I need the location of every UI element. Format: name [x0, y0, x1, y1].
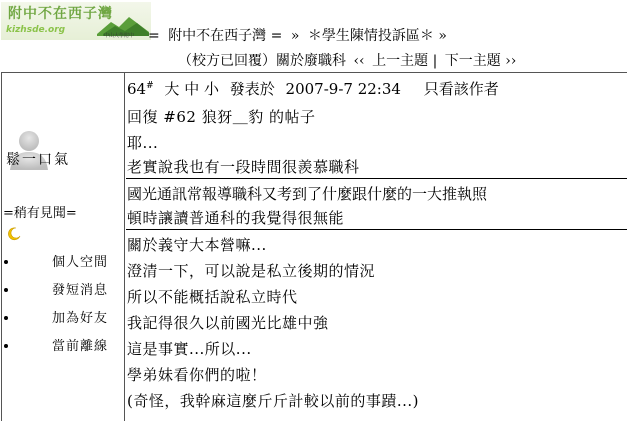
- logo-url: kizhsde.org: [6, 25, 66, 35]
- user-rank-title: =稍有見聞=: [3, 206, 77, 221]
- post-line: 我記得很久以前國光比雄中強: [127, 314, 329, 332]
- post-body: [126, 73, 627, 421]
- post-frame: [1, 72, 627, 421]
- next-topic-link[interactable]: 下一主題: [444, 53, 501, 69]
- bullet-icon: [4, 344, 8, 348]
- post-line: 耶...: [127, 134, 159, 152]
- floor-mark: #: [146, 81, 154, 91]
- user-sidebar: [2, 73, 125, 421]
- posted-time: 2007-9-7 22:34: [285, 80, 401, 98]
- post-line-underlined: 頓時讓讀普通科的我覺得很無能: [126, 206, 627, 230]
- user-action-space[interactable]: [2, 254, 124, 282]
- user-status-label: 當前離線: [52, 339, 109, 354]
- user-action-label[interactable]: 加為好友: [52, 311, 109, 326]
- thread-navigation: [178, 51, 519, 71]
- post-line: 這是事實...所以...: [127, 340, 252, 358]
- post-header-row: [126, 77, 627, 101]
- post-line: 關於義守大本營嘛...: [127, 236, 267, 254]
- bullet-icon: [4, 316, 8, 320]
- user-action-label[interactable]: 發短消息: [52, 283, 109, 298]
- breadcrumb-site-link[interactable]: 附中不在西子灣: [168, 28, 267, 44]
- user-actions: [2, 254, 124, 366]
- post-line-underlined: 老實說我也有一段時間很羨慕職科: [126, 155, 627, 179]
- breadcrumb-arrow-icon: »: [290, 28, 300, 44]
- breadcrumb-separator: =: [148, 28, 160, 44]
- prev-topic-link[interactable]: 上一主題: [372, 53, 429, 69]
- post-line: 國光通訊常報導職科又考到了什麼跟什麼的一大推執照: [127, 185, 488, 203]
- post-line: 澄清一下，可以說是私立後期的情況: [127, 262, 376, 280]
- logo-school-name: 中山大學附中: [104, 33, 135, 39]
- only-author-link[interactable]: 只看該作者: [423, 80, 499, 98]
- posted-prefix: 發表於: [229, 80, 275, 98]
- user-action-label[interactable]: 個人空間: [52, 255, 109, 270]
- logo-title: 附中不在西子灣: [8, 6, 113, 22]
- prev-arrow-icon: ‹‹: [353, 53, 365, 69]
- bullet-icon: [4, 260, 8, 264]
- thread-title: （校方已回覆）關於廢職科: [178, 53, 346, 69]
- post-floor-number: 64: [127, 80, 147, 98]
- reply-quote-line: 回復 #62 狼犽＿豹 的帖子: [127, 108, 316, 126]
- nav-divider: |: [432, 53, 438, 69]
- font-size-controls[interactable]: 大 中 小: [164, 80, 219, 98]
- user-status-offline: [2, 338, 124, 366]
- breadcrumb-board-link[interactable]: ＊學生陳情投訴區＊: [307, 28, 434, 44]
- site-logo[interactable]: [1, 2, 151, 40]
- post-line: 所以不能概括說私立時代: [127, 288, 298, 306]
- moon-rank-icon: [7, 227, 21, 241]
- post-line: (奇怪，我幹麻這麼斤斤計較以前的事蹟...): [127, 392, 420, 410]
- user-action-add-friend[interactable]: [2, 310, 124, 338]
- breadcrumb-arrow-icon: »: [438, 28, 447, 44]
- user-action-message[interactable]: [2, 282, 124, 310]
- post-line: 學弟妹看你們的啦！: [127, 366, 267, 384]
- breadcrumb: [148, 26, 451, 46]
- username[interactable]: 鬆一口氣: [6, 152, 70, 168]
- breadcrumb-separator: =: [270, 28, 283, 44]
- bullet-icon: [4, 288, 8, 292]
- next-arrow-icon: ››: [505, 53, 517, 69]
